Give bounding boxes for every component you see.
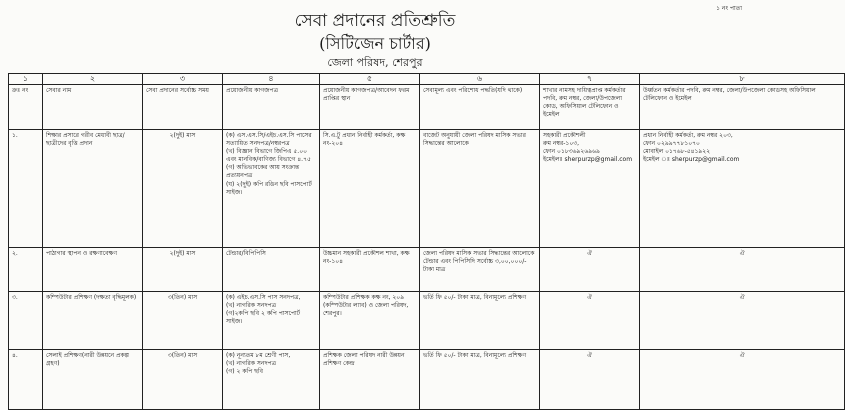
document-item: (ক) নূন্যতম ৮ম শ্রেণী পাস, (226, 352, 291, 359)
officer-cell: ঐ (540, 248, 640, 292)
header-cell: উর্ধ্বতন কর্মকর্তার পদবি, রুম নম্বর, জেলা/উপজেলা কোডসহ অফিসিয়াল টেলিফোন ও ইমেইল (640, 85, 845, 130)
officer-cell: ঐ (540, 350, 640, 410)
superior-line: প্রধান নির্বাহী কর্মকর্তা, রুম নম্বর ২০৩, (643, 132, 733, 139)
document-item: টেন্ডার/বিপিপিসি (226, 250, 266, 257)
officer-line: ইমেইলঃ sherpurzp@gmail.com (543, 156, 633, 164)
superior-cell (640, 130, 845, 248)
header-cell: ক্রঃ নং (9, 85, 43, 130)
time-cell: ২(দুই) মাস (143, 248, 223, 292)
fee-cell: জেলা পরিষদ মাসিক সভার সিদ্ধান্তের আলোকে টেন্ডার এবং পিপিসিদি সর্বোচ্চ ৩,০০,০০০/- টাকা মাত্র (420, 248, 540, 292)
citizen-charter-table (8, 73, 845, 410)
column-number: ৬ (420, 74, 540, 85)
table-row (9, 292, 845, 350)
officer-line: সহকারী প্রকৌশলী (543, 132, 586, 139)
time-cell: ৩(তিন) মাস (143, 350, 223, 410)
fee-cell: বাজেট অনুযায়ী জেলা পরিষদ মাসিক সভার সিদ্ধান্তের আলোকে (420, 130, 540, 248)
source-cell: কম্পিউটার প্রশিক্ষক কক্ষ নং, ২০৯ (কম্পিউটার ল্যাব) ও জেলা পরিষদ, শেরপুর। (320, 292, 420, 350)
documents-cell (223, 350, 320, 410)
document-item: (ক) এস.এস.সি/এইচ.এস.সি পাসের সত্যায়িত সনদপত্র/নম্বরপত্র (226, 132, 312, 148)
page-number: ১ নং পাতা (716, 5, 742, 12)
column-number: ৩ (143, 74, 223, 85)
service-cell: পাঠাগার স্থাপন ও রক্ষণাবেক্ষণ (43, 248, 143, 292)
officer-line: ফোন ০১৮৩৬৯২৬৯৬৯ (543, 148, 600, 156)
document-item: (খ) বিজ্ঞান বিভাগে জিপিএ ৫.০০ এবং মানবিক/বাণিজ্য বিভাগে ৪.৭৫ (226, 148, 311, 164)
page-title: সেবা প্রদানের প্রতিশ্রুতি (294, 11, 456, 31)
document-item: (খ) নাগরিক সনদপত্র (226, 302, 277, 310)
superior-line: ইমেইল ঃ sherpurzp@gmail.com (643, 156, 740, 164)
service-cell: কম্পিউটার প্রশিক্ষণ (দক্ষতা বৃদ্ধিমূলক) (43, 292, 143, 350)
documents-cell (223, 130, 320, 248)
serial-cell: ২. (9, 248, 43, 292)
document-item: (গ) অভিভাবকের আয় সংক্রান্ত প্রত্যয়নপত্র (226, 164, 300, 180)
source-cell: প্রশিক্ষক জেলা পরিষদ নারী উন্নয়ন প্রশিক্ষণ কেন্দ্র (320, 350, 420, 410)
column-number: ৪ (223, 74, 320, 85)
serial-cell: ১. (9, 130, 43, 248)
fee-cell: ভর্তি ফি ৫০/- টাকা মাত্র, বিনামূল্যে প্রশিক্ষণ (420, 292, 540, 350)
table-row (9, 350, 845, 410)
superior-cell: ঐ (640, 248, 845, 292)
superior-cell: ঐ (640, 292, 845, 350)
service-cell: সেলাই প্রশিক্ষণ(নারী উন্নয়নে প্রকল্প গ্রহণ) (43, 350, 143, 410)
office-name: জেলা পরিষদ, শেরপুর (327, 56, 423, 69)
officer-cell: ঐ (540, 292, 640, 350)
header-row (9, 85, 845, 130)
serial-cell: ৩. (9, 292, 43, 350)
time-cell: ৩(তিন) মাস (143, 292, 223, 350)
officer-line: রুম নম্বর-১০৩, (543, 140, 580, 148)
serial-cell: ৪. (9, 350, 43, 410)
page-subtitle: (সিটিজেন চার্টার) (319, 34, 431, 53)
service-cell: শিক্ষার প্রসারে গরীব মেধাবী ছাত্র/ছাত্রীদের বৃত্তি প্রদান (43, 130, 143, 248)
header-cell: সেবার নাম (43, 85, 143, 130)
document-item: (গ)২কপি ছবি ২ কপি পাসপোর্ট সাইজ। (226, 310, 300, 326)
fee-cell: ভর্তি ফি ৫০/- টাকা মাত্র, বিনামূল্যে প্রশিক্ষণ (420, 350, 540, 410)
column-number-row (9, 74, 845, 85)
header-cell: সেবা প্রদানের সর্বোচ্চ সময় (143, 85, 223, 130)
document-item: (খ) নাগরিক সনদপত্র (226, 360, 277, 368)
column-number: ১ (9, 74, 43, 85)
column-number: ৮ (640, 74, 845, 85)
header-cell: সেবামূল্য এবং পরিশোধ পদ্ধতি(যদি থাকে) (420, 85, 540, 130)
document-item: (ঘ) ২(দুই) কপি রঙিন ছবি পাসপোর্ট সাইজ। (226, 180, 312, 196)
header-cell: প্রয়োজনীয় কাগজপত্র (223, 85, 320, 130)
header-cell: প্রয়োজনীয় কাগজপত্র/আবেদন ফরম প্রাপ্তির স্থান (320, 85, 420, 130)
column-number: ৭ (540, 74, 640, 85)
superior-line: ফোন ০২৯৯৭৭৮১০৭০ (643, 140, 700, 148)
header-cell: শাখার নামসহ দায়িত্বপ্রাপ্ত কর্মকর্তার পদবি, রুম নম্বর, জেলা/উপজেলা কোড, অফিসিয়াল টেলিফোন ও ইমেইল (540, 85, 640, 130)
documents-cell (223, 292, 320, 350)
document-item: (ক) এইচ.এস.সি পাস সনদপত্র, (226, 294, 301, 301)
documents-cell (223, 248, 320, 292)
superior-line: মোবাইল ০১৭৬৮-৫৪১৯২২ (643, 148, 711, 156)
table-row (9, 248, 845, 292)
column-number: ২ (43, 74, 143, 85)
source-cell: উচ্চমান সহকারী প্রকৌশল শাখা, কক্ষ নং-১০৪ (320, 248, 420, 292)
document-item: (গ) ২ কপি ছবি (226, 368, 263, 376)
source-cell: সি.এ.টু প্রধান নির্বাহী কর্মকর্তা, কক্ষ নং-২০৪ (320, 130, 420, 248)
time-cell: ২(দুই) মাস (143, 130, 223, 248)
officer-cell (540, 130, 640, 248)
table-row (9, 130, 845, 248)
column-number: ৫ (320, 74, 420, 85)
superior-cell: ঐ (640, 350, 845, 410)
